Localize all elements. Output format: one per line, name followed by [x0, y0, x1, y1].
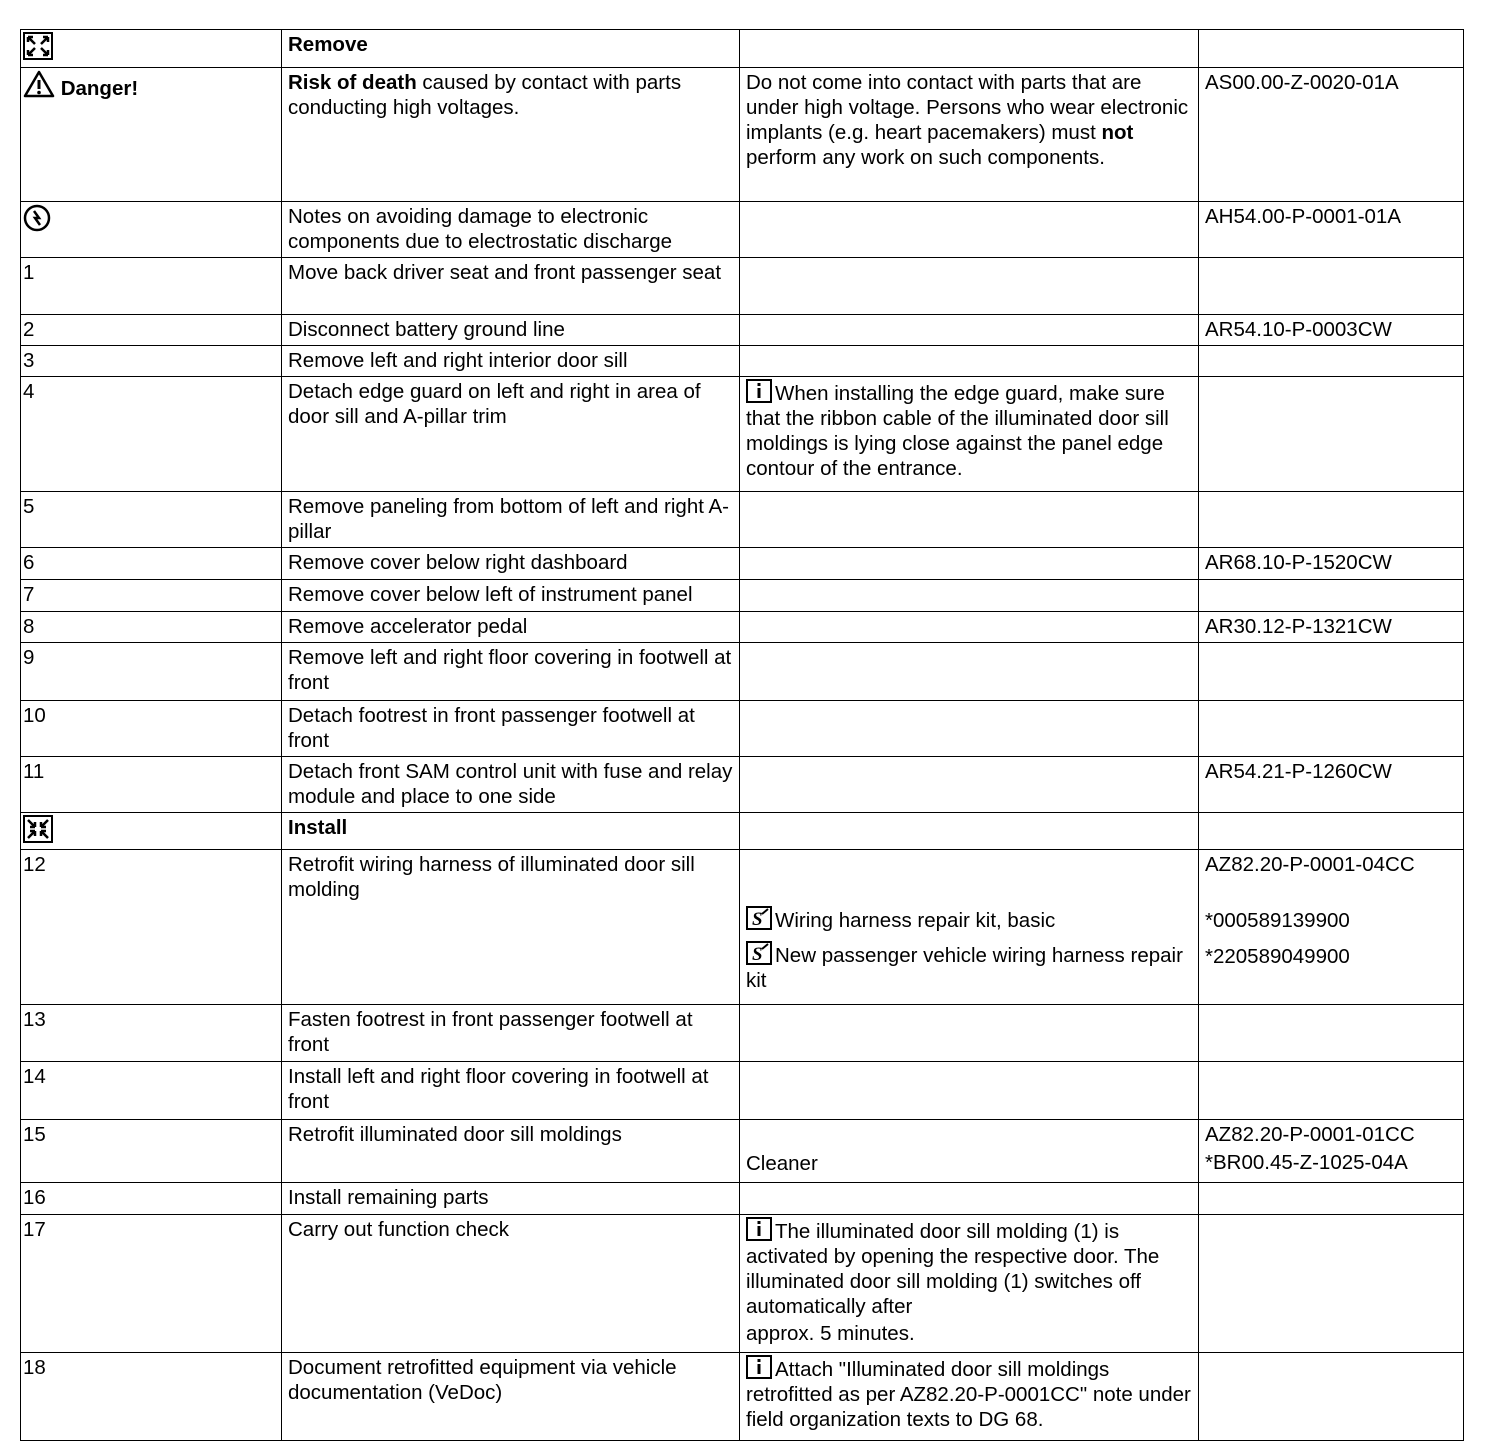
step-ref: AR68.10-P-1520CW: [1199, 548, 1464, 580]
danger-ref: AS00.00-Z-0020-01A: [1199, 68, 1464, 202]
step-number: 4: [21, 377, 282, 492]
install-icon: [23, 815, 53, 843]
step-number: 12: [21, 850, 282, 1005]
step-number: 16: [21, 1183, 282, 1215]
step-note: Attach "Illuminated door sill moldings retrofitted as per AZ82.20-P-0001CC" note under field organization texts to DG 68.: [740, 1353, 1199, 1441]
table-row: [21, 1183, 1464, 1215]
step-ref: [1199, 580, 1464, 612]
step-text: Carry out function check: [282, 1215, 740, 1353]
info-icon: [746, 1217, 772, 1241]
remove-icon: [23, 32, 53, 60]
step-ref: AZ82.20-P-0001-04CC: [1205, 853, 1415, 876]
warning-triangle-icon: [23, 70, 55, 98]
step-ref: AR54.21-P-1260CW: [1199, 757, 1464, 813]
step-text: Install remaining parts: [282, 1183, 740, 1215]
esd-warning-icon: [23, 204, 51, 232]
step-ref: AR54.10-P-0003CW: [1199, 315, 1464, 346]
section-row-remove: [21, 30, 1464, 68]
step-number: 5: [21, 492, 282, 548]
section-title-remove: Remove: [282, 30, 740, 68]
step-ref: [1199, 1183, 1464, 1215]
esd-text: Notes on avoiding damage to electronic components due to electrostatic discharge: [282, 202, 740, 258]
danger-note: Do not come into contact with parts that are under high voltage. Persons who wear electronic implants (e.g. heart pacemakers) must not perform any work on such components.: [740, 68, 1199, 202]
step-text: Document retrofitted equipment via vehicle documentation (VeDoc): [282, 1353, 740, 1441]
step-number: 7: [21, 580, 282, 612]
step-ref: [1199, 377, 1464, 492]
table-row: [21, 377, 1464, 492]
step-text: Move back driver seat and front passenger seat: [282, 258, 740, 315]
step-number: 6: [21, 548, 282, 580]
table-row: [21, 612, 1464, 643]
danger-row: [21, 68, 1464, 202]
danger-label: Danger!: [60, 77, 139, 100]
table-row: [21, 757, 1464, 813]
danger-cell: [21, 68, 282, 202]
step-number: 1: [21, 258, 282, 315]
procedure-table: [20, 29, 1464, 1441]
step-ref: [1199, 346, 1464, 377]
table-row: [21, 1062, 1464, 1120]
part-number: *220589049900: [1205, 945, 1350, 968]
table-row: [21, 315, 1464, 346]
step-text: Detach edge guard on left and right in area of door sill and A-pillar trim: [282, 377, 740, 492]
table-row: [21, 643, 1464, 701]
step-ref: [1199, 258, 1464, 315]
table-row: [21, 1353, 1464, 1441]
danger-text: Risk of death caused by contact with parts conducting high voltages.: [282, 68, 740, 202]
table-row: [21, 580, 1464, 612]
step-text: Remove paneling from bottom of left and right A-pillar: [282, 492, 740, 548]
step-tools: [740, 850, 1199, 1005]
step-text: Remove accelerator pedal: [282, 612, 740, 643]
step-number: 8: [21, 612, 282, 643]
info-icon: [746, 379, 772, 403]
step-note: The illuminated door sill molding (1) is activated by opening the respective door. The illuminated door sill molding (1) switches off automatically after approx. 5 minutes.: [740, 1215, 1199, 1353]
esd-row: [21, 202, 1464, 258]
tool-item: S Wiring harness repair kit, basic: [746, 906, 1195, 933]
step-number: 14: [21, 1062, 282, 1120]
step-number: 15: [21, 1120, 282, 1183]
part-number: *000589139900: [1205, 909, 1350, 932]
table-row: [21, 1120, 1464, 1183]
table-row: [21, 701, 1464, 757]
step-number: 18: [21, 1353, 282, 1441]
special-tool-icon: [746, 906, 772, 930]
step-ref: [1199, 492, 1464, 548]
step-ref: [1199, 701, 1464, 757]
step-note: Cleaner: [740, 1120, 1199, 1183]
table-row: [21, 850, 1464, 1005]
table-row: [21, 258, 1464, 315]
step-text: Detach footrest in front passenger footwell at front: [282, 701, 740, 757]
table-row: [21, 492, 1464, 548]
step-ref: AR30.12-P-1321CW: [1199, 612, 1464, 643]
step-note-line: approx. 5 minutes.: [746, 1322, 915, 1345]
step-note: When installing the edge guard, make sure that the ribbon cable of the illuminated door sill moldings is lying close against the panel edge contour of the entrance.: [740, 377, 1199, 492]
step-number: 3: [21, 346, 282, 377]
step-text: Install left and right floor covering in footwell at front: [282, 1062, 740, 1120]
esd-cell: [21, 202, 282, 258]
info-icon: [746, 1355, 772, 1379]
step-ref: [1199, 1005, 1464, 1062]
step-refs: [1199, 1120, 1464, 1183]
step-number: 13: [21, 1005, 282, 1062]
table-row: [21, 346, 1464, 377]
step-refs: [1199, 850, 1464, 1005]
step-number: 9: [21, 643, 282, 701]
step-text: Detach front SAM control unit with fuse and relay module and place to one side: [282, 757, 740, 813]
step-ref: AZ82.20-P-0001-01CC: [1205, 1123, 1415, 1146]
table-row: [21, 1005, 1464, 1062]
step-number: 11: [21, 757, 282, 813]
step-ref: [1199, 1215, 1464, 1353]
step-number: 17: [21, 1215, 282, 1353]
svg-text:S: S: [752, 944, 763, 965]
section-title-install: Install: [282, 813, 740, 850]
part-number: *BR00.45-Z-1025-04A: [1205, 1151, 1408, 1174]
tool-item: S New passenger vehicle wiring harness repair kit: [746, 941, 1195, 993]
step-text: Remove left and right interior door sill: [282, 346, 740, 377]
step-number: 2: [21, 315, 282, 346]
step-ref: [1199, 1062, 1464, 1120]
step-number: 10: [21, 701, 282, 757]
step-text: Retrofit illuminated door sill moldings: [282, 1120, 740, 1183]
section-cell: [21, 30, 282, 68]
esd-ref: AH54.00-P-0001-01A: [1199, 202, 1464, 258]
section-cell: [21, 813, 282, 850]
step-text: Remove cover below right dashboard: [282, 548, 740, 580]
step-text: Remove cover below left of instrument panel: [282, 580, 740, 612]
step-text: Retrofit wiring harness of illuminated door sill molding: [282, 850, 740, 1005]
step-ref: [1199, 1353, 1464, 1441]
table-row: [21, 548, 1464, 580]
svg-text:S: S: [752, 909, 763, 930]
table-row: [21, 1215, 1464, 1353]
section-row-install: [21, 813, 1464, 850]
step-text: Remove left and right floor covering in footwell at front: [282, 643, 740, 701]
step-text: Disconnect battery ground line: [282, 315, 740, 346]
special-tool-icon: [746, 941, 772, 965]
step-ref: [1199, 643, 1464, 701]
step-text: Fasten footrest in front passenger footwell at front: [282, 1005, 740, 1062]
